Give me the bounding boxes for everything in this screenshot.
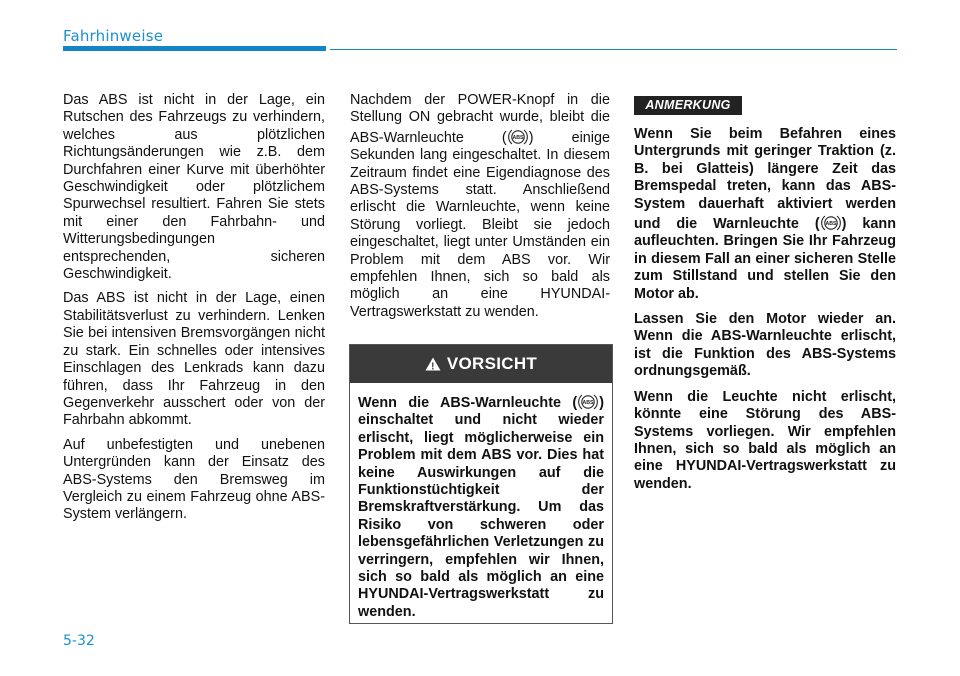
caution-box [349,344,613,624]
svg-text:ABS: ABS [512,134,524,141]
paragraph: Das ABS ist nicht in der Lage, ein Rutschen des Fahrzeugs zu verhindern, welches aus plötzlichen Richtungsänderungen wie z.B. dem Durchfahren einer Kurve mit überhöhter Geschwindigkeit oder plötzlichem Spurwechsel resultiert. Fahren Sie stets mit einer den Fahrbahn- und Witterungsbedingungen entsprechenden, sicheren Geschwindigkeit. [63,92,325,283]
note-column [634,126,896,501]
abs-warning-icon [578,392,598,412]
paragraph: Wenn Sie beim Befahren eines Untergrunds mit geringer Traktion (z. B. bei Glatteis) längere Zeit das Bremspedal treten, kann das ABS-System dauerhaft aktiviert werden und die Warnleuchte ( ABS ) kann aufleuchten. Bringen Sie Ihr Fahrzeug in diesem Fall an einer sicheren Stelle zum Stillstand und stellen Sie den Motor ab. [634,126,896,302]
section-title: Fahrhinweise [63,27,164,45]
paragraph: Wenn die Leuchte nicht erlischt, könnte eine Störung des ABS-Systems vorliegen. Wir empfehlen Ihnen, sich so bald als möglich an eine HYUNDAI-Vertragswerkstatt zu wenden. [634,388,896,492]
paragraph: Auf unbefestigten und unebenen Untergründen kann der Einsatz des ABS-Systems den Bremsweg im Vergleich zu einem Fahrzeug ohne ABS-System verlängern. [63,436,325,523]
svg-text:!: ! [431,361,435,371]
warning-triangle-icon [425,347,441,385]
note-badge: ANMERKUNG [645,98,731,112]
paragraph: Das ABS ist nicht in der Lage, einen Stabilitätsverlust zu verhindern. Lenken Sie bei intensiven Bremsvorgängen nicht zu stark. Ein schnelles oder intensives Einschlagen des Lenkrads kann dazu führen, dass Ihr Fahrzeug in den Gegenverkehr ausschert oder von der Fahrbahn abkommt. [63,290,325,429]
caution-title: VORSICHT [446,354,538,373]
abs-warning-icon [508,127,528,147]
header-rule [330,49,897,50]
header-accent-bar [63,46,326,51]
caution-text: Wenn die ABS-Warnleuchte ( ABS ) einschaltet und nicht wieder erlischt, liegt möglicherweise ein Problem mit dem ABS vor. Dies hat keine Auswirkungen auf die Funktionstüchtigkeit der Bremskraftverstärkung. Um das Risiko von schweren oder lebensgefährlichen Verletzungen zu verringern, empfehlen wir Ihnen, sich so bald als möglich an eine HYUNDAI-Vertragswerkstatt zu wenden. [350,383,612,621]
column-1 [63,92,325,531]
paragraph: Lassen Sie den Motor wieder an. Wenn die ABS-Warnleuchte erlischt, ist die Funktion des ABS-Systems ordnungsgemäß. [634,311,896,380]
page-number: 5-32 [63,633,95,649]
column-2 [350,92,610,328]
caution-header [350,345,612,383]
paragraph: Nachdem der POWER-Knopf in die Stellung ON gebracht wurde, bleibt die ABS-Warnleuchte ( ABS ) einige Sekunden lang eingeschaltet. In diesem Zeitraum findet eine Eigendiagnose des ABS-Systems statt. Anschließend erlischt die Warnleuchte, wenn keine Störung vorliegt. Bleibt sie jedoch eingeschaltet, liegt unter Umständen ein Problem mit dem ABS vor. Wir empfehlen Ihnen, sich so bald als möglich an eine HYUNDAI-Vertragswerkstatt zu wenden. [350,92,610,320]
svg-text:ABS: ABS [825,221,837,228]
svg-text:ABS: ABS [582,400,594,406]
abs-warning-icon [821,213,841,233]
